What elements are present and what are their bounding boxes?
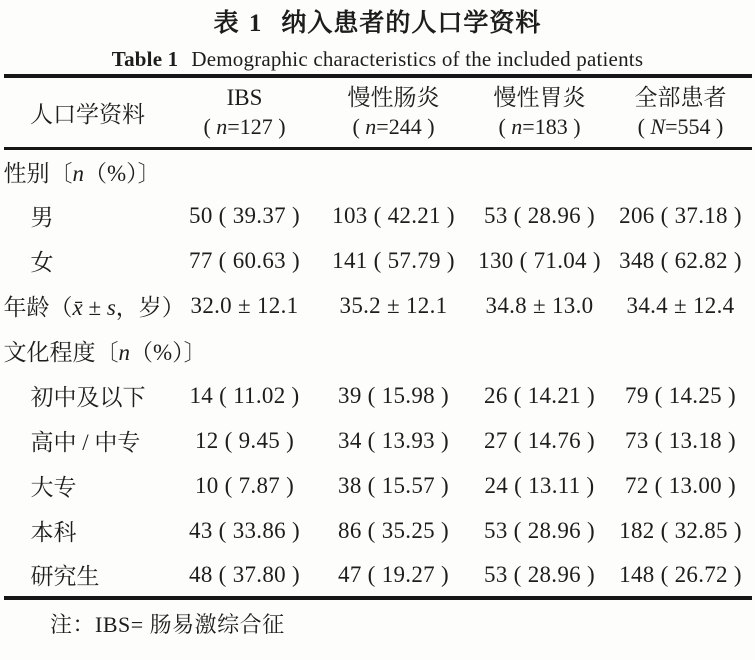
- table-title-text-zh: 纳入患者的人口学资料: [281, 10, 542, 37]
- table-title-zh: [0, 8, 755, 40]
- value-cell: 14 ( 11.02 ): [189, 382, 300, 408]
- header-cell-demographics: 人口学资料: [4, 76, 172, 148]
- value-cell: 34.4 ± 12.4: [626, 292, 735, 318]
- table-title-en: [0, 46, 755, 73]
- row-label-cell: 本科: [30, 520, 77, 545]
- table-row-bachelor: [4, 508, 752, 553]
- value-cell: [610, 328, 752, 373]
- value-cell: 53 ( 28.96 ): [484, 561, 595, 587]
- row-label-cell: 文化程度〔n（%）〕: [3, 340, 207, 365]
- value-cell: [318, 148, 470, 193]
- value-cell: [172, 148, 318, 193]
- table-row-middle-school: [4, 373, 752, 418]
- demographics-table: [4, 74, 752, 600]
- group-name: IBS: [226, 85, 263, 111]
- table-number-en: Table 1: [111, 47, 179, 71]
- value-cell: 38 ( 15.57 ): [338, 472, 449, 498]
- table-row-sex-section: [4, 148, 752, 193]
- value-cell: [470, 328, 610, 373]
- group-name: 慢性胃炎: [493, 85, 586, 111]
- value-cell: 79 ( 14.25 ): [625, 382, 736, 408]
- value-cell: 130 ( 71.04 ): [478, 247, 601, 273]
- value-cell: 27 ( 14.76 ): [484, 427, 595, 453]
- value-cell: 73 ( 13.18 ): [625, 427, 736, 453]
- row-label-cell: 年龄（x̄ ± s，岁）: [3, 295, 185, 320]
- value-cell: 48 ( 37.80 ): [189, 561, 300, 587]
- value-cell: 24 ( 13.11 ): [484, 472, 595, 498]
- group-name: 慢性肠炎: [347, 85, 440, 111]
- value-cell: 34 ( 13.93 ): [338, 427, 449, 453]
- row-label-cell: 大专: [30, 475, 77, 500]
- value-cell: 182 ( 32.85 ): [619, 517, 742, 543]
- value-cell: 12 ( 9.45 ): [194, 427, 295, 453]
- value-cell: 72 ( 13.00 ): [625, 472, 736, 498]
- group-name: 全部患者: [634, 85, 727, 111]
- row-label-cell: 性别〔n（%）〕: [3, 160, 161, 186]
- row-label-cell: 初中及以下: [30, 385, 146, 410]
- value-cell: 86 ( 35.25 ): [338, 517, 449, 543]
- header-cell-chronic-enteritis: [318, 76, 470, 148]
- value-cell: [318, 328, 470, 373]
- value-cell: 50 ( 39.37 ): [189, 202, 300, 228]
- table-row-junior-college: [4, 463, 752, 508]
- row-label-cell: 男: [30, 205, 54, 230]
- table-row-education-section: [4, 328, 752, 373]
- header-cell-all-patients: [610, 76, 752, 148]
- value-cell: [610, 148, 752, 193]
- value-cell: 43 ( 33.86 ): [189, 517, 300, 543]
- table-row-male: [4, 193, 752, 238]
- value-cell: 206 ( 37.18 ): [619, 202, 742, 228]
- value-cell: 32.0 ± 12.1: [190, 292, 299, 318]
- table-row-high-school: [4, 418, 752, 463]
- value-cell: 39 ( 15.98 ): [338, 382, 449, 408]
- value-cell: 35.2 ± 12.1: [339, 292, 448, 318]
- value-cell: 348 ( 62.82 ): [619, 247, 742, 273]
- value-cell: 53 ( 28.96 ): [484, 202, 595, 228]
- row-label-cell: 高中 / 中专: [30, 430, 141, 455]
- value-cell: 26 ( 14.21 ): [484, 382, 595, 408]
- value-cell: 53 ( 28.96 ): [484, 517, 595, 543]
- group-count: ( N=554 ): [637, 114, 724, 140]
- table-footnote: [0, 611, 755, 639]
- group-count: ( n=244 ): [352, 114, 435, 140]
- header-cell-ibs: [172, 76, 318, 148]
- value-cell: 103 ( 42.21 ): [332, 202, 455, 228]
- table-row-postgraduate: [4, 553, 752, 598]
- footnote-text: 注：IBS= 肠易激综合征: [50, 612, 285, 637]
- header-cell-chronic-gastritis: [470, 76, 610, 148]
- group-count: ( n=127 ): [203, 114, 286, 140]
- table-row-age: [4, 283, 752, 328]
- row-label-cell: 研究生: [30, 564, 100, 589]
- value-cell: 77 ( 60.63 ): [189, 247, 300, 273]
- row-label-cell: 女: [30, 250, 54, 275]
- table-row-female: [4, 238, 752, 283]
- value-cell: [470, 148, 610, 193]
- group-count: ( n=183 ): [498, 114, 581, 140]
- value-cell: 141 ( 57.79 ): [332, 247, 455, 273]
- table-number-zh: 表 1: [213, 10, 264, 37]
- value-cell: 148 ( 26.72 ): [619, 561, 742, 587]
- value-cell: 47 ( 19.27 ): [338, 561, 449, 587]
- table-title-text-en: Demographic characteristics of the included patients: [191, 47, 644, 71]
- value-cell: 10 ( 7.87 ): [194, 472, 295, 498]
- header-row: [4, 76, 752, 148]
- value-cell: 34.8 ± 13.0: [485, 292, 594, 318]
